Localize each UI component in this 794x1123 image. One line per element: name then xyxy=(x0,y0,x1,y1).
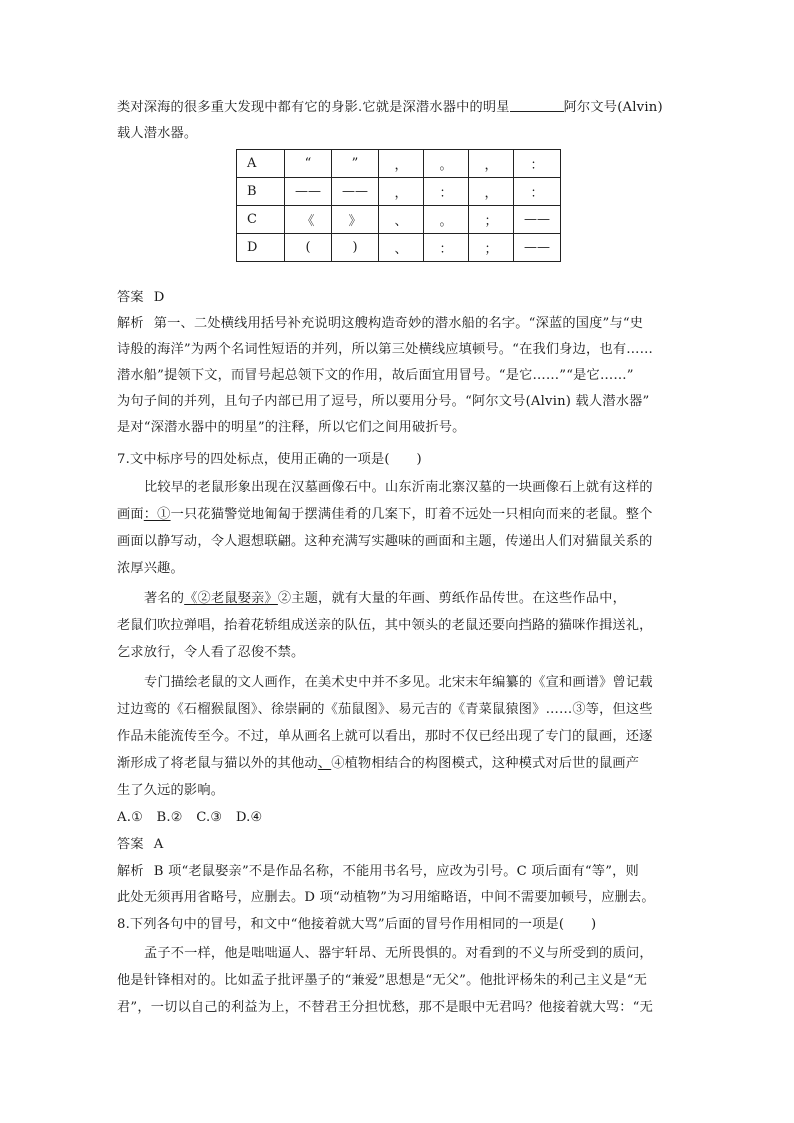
table-row: C 《 》 、 。 ； —— xyxy=(237,206,561,234)
passage-line: 作品未能流传至今。不过，单从画名上就可以看出，那时不仅已经出现了专门的鼠画，还逐 xyxy=(117,729,653,744)
explanation-line: 潜水船”提领下文，而冒号起总领下文的作用，故后面宜用冒号。“是它……”“是它……” xyxy=(117,368,634,383)
answer-line: 答案 A xyxy=(117,837,164,852)
explanation-line: 解析 第一、二处横线用括号补充说明这艘构造奇妙的潜水船的名字。“深蓝的国度”与“史 xyxy=(117,316,644,331)
question-7: 7.文中标序号的四处标点，使用正确的一项是( ) xyxy=(117,452,422,467)
passage-line: 渐形成了将老鼠与猫以外的其他动、④植物相结合的构图模式，这种模式对后世的鼠画产 xyxy=(117,756,640,771)
passage-line: 画面：①一只花猫警觉地匍匐于摆满佳肴的几案下，盯着不远处一只相向而来的老鼠。整个 xyxy=(117,507,653,522)
passage-line: 乞求放行，令人看了忍俊不禁。 xyxy=(117,645,305,660)
explanation-line: 诗般的海洋”为两个名词性短语的并列，所以第三处横线应填顿号。“在我们身边，也有…… xyxy=(117,342,653,357)
answer-line: 答案 D xyxy=(117,290,165,305)
punctuation-options-table xyxy=(236,149,561,262)
table-row: D ( ) 、 ： ； —— xyxy=(237,234,561,262)
passage-line: 过边鸾的《石榴猴鼠图》、徐崇嗣的《茄鼠图》、易元吉的《青菜鼠猿图》……③等，但这些 xyxy=(117,702,653,717)
passage-line: 孟子不一样，他是咄咄逼人、器宇轩昂、无所畏惧的。对看到的不义与所受到的质问， xyxy=(144,946,653,961)
table-row: A “ ” ， 。 ， ： xyxy=(237,150,561,178)
passage-line: 老鼠们吹拉弹唱，抬着花轿组成送亲的队伍，其中领头的老鼠还要向挡路的猫咪作揖送礼， xyxy=(117,618,653,633)
table-row: B —— —— ， ： ， ： xyxy=(237,178,561,206)
text-line: 类对深海的很多重大发现中都有它的身影.它就是深潜水器中的明星 阿尔文号(Alvin) xyxy=(117,95,677,121)
text-line: 载人潜水器。 xyxy=(117,126,198,141)
question-8: 8.下列各句中的冒号，和文中“他接着就大骂”后面的冒号作用相同的一项是( ) xyxy=(117,917,597,932)
answer-blank xyxy=(510,97,564,112)
passage-line: 著名的《②老鼠娶亲》②主题，就有大量的年画、剪纸作品传世。在这些作品中， xyxy=(144,591,626,606)
explanation-line: 解析 B 项“老鼠娶亲”不是作品名称，不能用书名号，应改为引号。C 项后面有“等”，则 xyxy=(117,864,639,879)
answer-options: A.① B.② C.③ D.④ xyxy=(117,810,263,825)
passage-line: 比较早的老鼠形象出现在汉墓画像石中。山东沂南北寨汉墓的一块画像石上就有这样的 xyxy=(144,480,653,495)
passage-line: 君”，一切以自己的利益为上，不替君王分担忧愁，那不是眼中无君吗？他接着就大骂：“无 xyxy=(117,1000,653,1015)
explanation-line: 此处无须再用省略号，应删去。D 项“动植物”为习用缩略语，中间不需要加顿号，应删去。 xyxy=(117,890,655,905)
passage-line: 浓厚兴趣。 xyxy=(117,561,184,576)
passage-line: 生了久远的影响。 xyxy=(117,783,225,798)
explanation-line: 为句子间的并列，且句子内部已用了逗号，所以要用分号。“阿尔文号(Alvin) 载人潜水器” xyxy=(117,394,650,409)
passage-line: 画面以静写动，令人遐想联翩。这种充满写实趣味的画面和主题，传递出人们对猫鼠关系的 xyxy=(117,534,653,549)
passage-line: 他是针锋相对的。比如孟子批评墨子的“兼爱”思想是“无父”。他批评杨朱的利己主义是“无 xyxy=(117,973,648,988)
passage-line: 专门描绘老鼠的文人画作，在美术史中并不多见。北宋末年编纂的《宣和画谱》曾记载 xyxy=(144,675,653,690)
explanation-line: 是对“深潜水器中的明星”的注释，所以它们之间用破折号。 xyxy=(117,420,466,435)
